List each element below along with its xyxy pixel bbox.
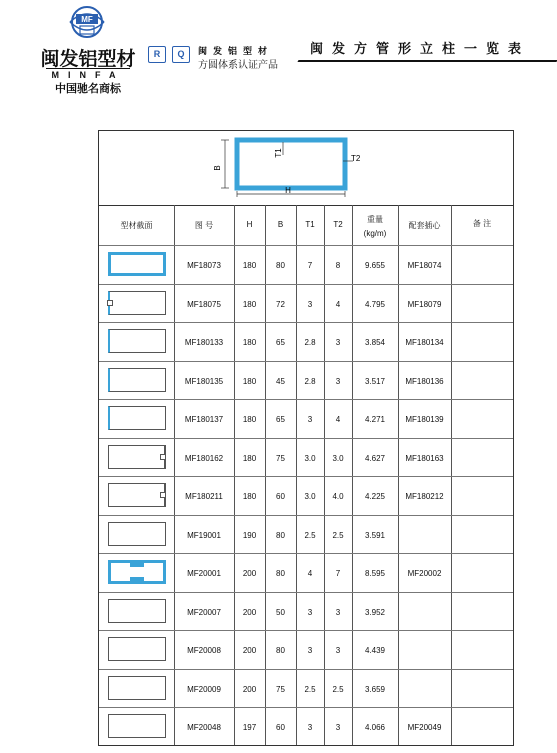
cell-t1: 3.0 [304, 492, 316, 501]
header-t1: T1 [305, 220, 315, 229]
cell-b: 80 [276, 646, 285, 655]
profile-section-icon [108, 252, 166, 276]
cell-t1: 3 [307, 415, 313, 424]
cell-w: 9.655 [364, 261, 386, 270]
brand-emblem-icon [64, 4, 110, 44]
cell-h: 190 [242, 530, 257, 540]
cell-w: 4.066 [364, 723, 386, 732]
diagram-label-t2: T2 [351, 154, 361, 163]
cell-t2: 3 [335, 723, 341, 732]
profile-section-icon [108, 329, 166, 353]
cell-w: 3.659 [364, 684, 386, 694]
header-weight-unit: (kg/m) [363, 229, 387, 238]
brand-name-cn: 闽发铝型材 [40, 48, 136, 70]
profile-rib-icon [130, 577, 144, 581]
cell-w: 4.795 [364, 299, 386, 309]
profile-section-icon [108, 599, 166, 623]
cell-w: 4.225 [364, 492, 386, 501]
col-divider [352, 205, 353, 745]
cell-insert: MF20049 [407, 723, 442, 732]
cell-h: 180 [242, 376, 257, 386]
cell-b: 75 [276, 684, 285, 694]
cell-id: MF18075 [187, 299, 221, 309]
profile-notch-icon [160, 454, 166, 460]
cell-b: 45 [276, 376, 285, 386]
cell-w: 3.854 [364, 338, 386, 347]
cert-badge-q-icon: Q [172, 46, 190, 63]
header-insert: 配套插心 [408, 221, 441, 230]
row-divider [99, 361, 513, 362]
cell-t1: 3 [307, 607, 313, 617]
cell-b: 80 [276, 569, 285, 578]
logo-text: MF [81, 15, 93, 24]
profile-section-icon [108, 522, 166, 546]
title-underline [297, 60, 557, 62]
cell-b: 65 [276, 338, 285, 347]
header-b: B [277, 220, 284, 229]
cell-t2: 2.5 [332, 684, 344, 694]
header-section: 型材截面 [120, 221, 153, 230]
cell-b: 80 [276, 530, 285, 540]
cell-t1: 2.5 [304, 530, 316, 540]
diagram-svg [99, 131, 513, 205]
page-title: 闽发方管形立柱一览表 [310, 42, 531, 57]
cell-t1: 3 [307, 723, 313, 732]
row-divider [99, 245, 513, 246]
profile-section-icon [108, 406, 166, 430]
cell-h: 197 [242, 723, 257, 732]
cell-id: MF20001 [187, 569, 221, 578]
diagram-label-t1: T1 [274, 148, 283, 158]
col-divider [296, 205, 297, 745]
cell-id: MF20009 [187, 684, 221, 694]
row-divider [99, 322, 513, 323]
brand-name-en: MINFA [46, 68, 130, 80]
col-divider [174, 205, 175, 745]
cell-id: MF180162 [184, 453, 224, 463]
cell-insert: MF180139 [405, 415, 444, 424]
cell-t2: 3 [335, 338, 341, 347]
profile-section-icon [108, 291, 166, 315]
profile-notch-icon [107, 300, 113, 306]
cell-w: 3.952 [364, 607, 386, 617]
profile-table [98, 130, 514, 746]
cell-insert: MF180134 [405, 338, 444, 347]
cell-id: MF19001 [187, 530, 221, 540]
cell-insert: MF18079 [407, 299, 442, 309]
cell-t2: 7 [335, 569, 341, 578]
row-divider [99, 553, 513, 554]
cell-b: 75 [276, 453, 285, 463]
cell-id: MF18073 [187, 261, 221, 270]
cell-id: MF20008 [187, 646, 221, 655]
cell-t1: 2.5 [304, 684, 316, 694]
cell-b: 50 [276, 607, 285, 617]
cell-w: 8.595 [364, 569, 386, 578]
cell-t1: 2.8 [304, 376, 316, 386]
header-drawing-no: 图 号 [194, 221, 214, 230]
cell-t1: 3 [307, 646, 313, 655]
cell-h: 180 [242, 261, 257, 270]
profile-section-icon [108, 676, 166, 700]
row-divider [99, 476, 513, 477]
header-weight: 重量 [367, 215, 383, 224]
cell-b: 65 [276, 415, 285, 424]
row-divider [99, 438, 513, 439]
cell-b: 72 [276, 299, 285, 309]
cell-id: MF180133 [184, 338, 224, 347]
cell-t2: 4.0 [332, 492, 344, 501]
brand-tagline: 中国驰名商标 [55, 83, 121, 95]
diagram-tube [237, 140, 345, 188]
row-divider [99, 399, 513, 400]
row-divider [99, 515, 513, 516]
header-remark: 备 注 [472, 219, 492, 228]
col-divider [324, 205, 325, 745]
cell-insert: MF180136 [405, 376, 444, 386]
cell-t2: 8 [335, 261, 341, 270]
cell-w: 3.517 [364, 376, 386, 386]
cell-w: 3.591 [364, 530, 386, 540]
cell-w: 4.439 [364, 646, 386, 655]
cert-subtitle: 方圆体系认证产品 [198, 60, 278, 71]
cell-t1: 7 [307, 261, 313, 270]
cell-insert: MF180163 [405, 453, 444, 463]
profile-rib-icon [130, 563, 144, 567]
cell-h: 200 [242, 607, 257, 617]
cell-h: 180 [242, 492, 257, 501]
col-divider [234, 205, 235, 745]
profile-notch-icon [160, 492, 166, 498]
cell-t1: 3 [307, 299, 313, 309]
row-divider [99, 630, 513, 631]
profile-section-icon [108, 483, 166, 507]
cell-b: 80 [276, 261, 285, 270]
cell-insert: MF18074 [407, 261, 442, 270]
cell-insert: MF180212 [405, 492, 444, 501]
cell-t2: 3 [335, 607, 341, 617]
row-divider [99, 592, 513, 593]
col-divider [398, 205, 399, 745]
cell-id: MF20007 [187, 607, 221, 617]
brand-logo [38, 4, 138, 94]
diagram-label-b: B [213, 165, 222, 171]
cell-insert: MF20002 [407, 569, 442, 578]
cert-badge-r-icon: R [148, 46, 166, 63]
cell-t2: 3 [335, 646, 341, 655]
profile-section-icon [108, 368, 166, 392]
header-h: H [246, 220, 253, 229]
cell-t1: 3.0 [304, 453, 316, 463]
cert-title: 闽发铝型材 [198, 46, 274, 56]
cell-id: MF20048 [187, 723, 221, 732]
profile-section-icon [108, 445, 166, 469]
cross-section-diagram [99, 131, 513, 206]
cell-t2: 4 [335, 299, 341, 309]
row-divider [99, 284, 513, 285]
diagram-label-h: H [285, 186, 291, 195]
cell-t2: 3.0 [332, 453, 344, 463]
cell-t1: 2.8 [304, 338, 316, 347]
profile-section-icon [108, 637, 166, 661]
cell-id: MF180137 [184, 415, 224, 424]
cell-id: MF180211 [185, 492, 223, 501]
cell-b: 60 [276, 492, 285, 501]
row-divider [99, 707, 513, 708]
cell-t2: 4 [335, 415, 341, 424]
row-divider [99, 669, 513, 670]
cell-w: 4.271 [364, 415, 386, 424]
col-divider [451, 205, 452, 745]
cell-h: 180 [242, 299, 257, 309]
cell-h: 180 [242, 453, 257, 463]
cell-t2: 2.5 [332, 530, 344, 540]
cell-id: MF180135 [184, 376, 224, 386]
cell-h: 200 [242, 684, 257, 694]
header-t2: T2 [333, 220, 343, 229]
cell-t2: 3 [335, 376, 341, 386]
cell-b: 60 [276, 723, 285, 732]
cell-h: 200 [242, 569, 257, 578]
col-divider [265, 205, 266, 745]
cell-h: 180 [242, 415, 257, 424]
cell-w: 4.627 [364, 453, 386, 463]
cell-t1: 4 [307, 569, 313, 578]
profile-section-icon [108, 714, 166, 738]
cell-h: 180 [242, 338, 257, 347]
cell-h: 200 [242, 646, 257, 655]
